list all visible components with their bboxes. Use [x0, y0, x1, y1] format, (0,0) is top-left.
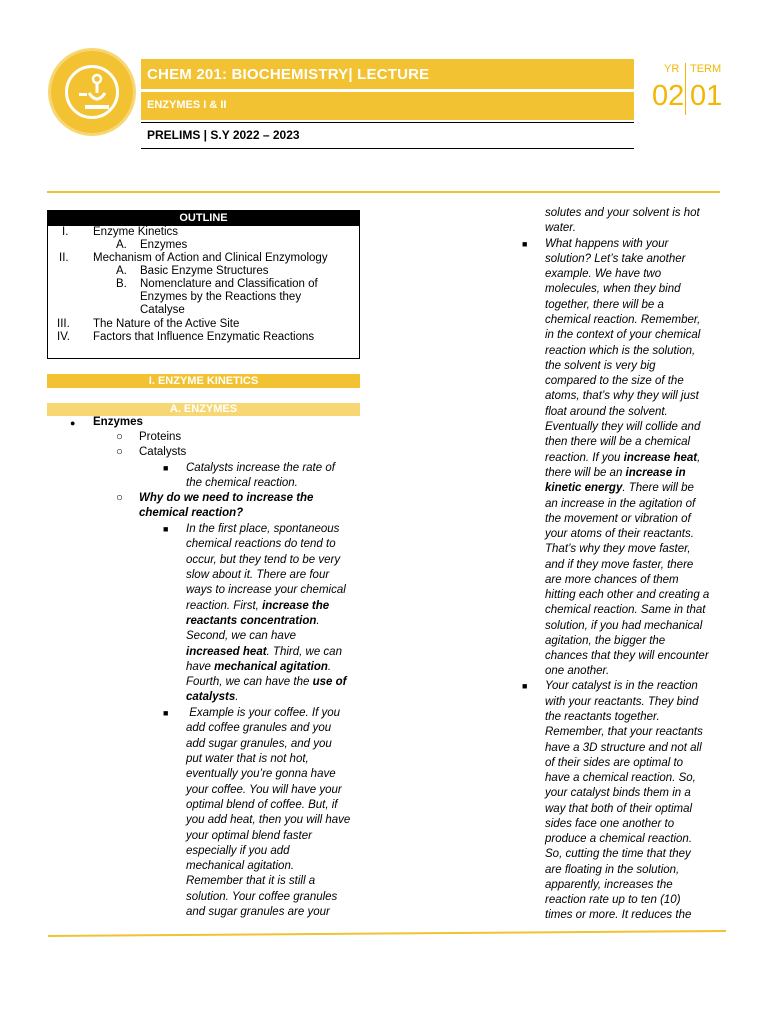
text-line — [186, 645, 342, 660]
text-line: you add heat, then you will have — [186, 814, 351, 826]
text-line: solutes and your solvent is hot — [545, 207, 700, 219]
text-line: agitation, the bigger the — [545, 635, 666, 647]
text-line: float around the solvent. — [545, 406, 668, 418]
enzymes-label: Enzymes — [93, 416, 143, 428]
outline-item: Catalyse — [140, 304, 185, 316]
text-line: then there will be a chemical — [545, 436, 691, 448]
text-line: sides face one another to — [545, 818, 675, 830]
outline-item: Factors that Influence Enzymatic Reactions — [93, 331, 315, 343]
text-line: Catalysts increase the rate of — [186, 462, 335, 474]
outline-num: I. — [62, 226, 69, 238]
text-span: reaction. First, — [186, 600, 263, 612]
year-label: YR — [664, 63, 680, 75]
outline-num: A. — [116, 265, 127, 277]
text-line: solution? Let’s take another — [545, 253, 686, 265]
outline-item: Nomenclature and Classification of — [140, 278, 318, 290]
text-line: Example is your coffee. If you — [186, 707, 341, 719]
top-gold-rule — [47, 191, 720, 193]
outline-item: Enzymes — [140, 239, 188, 251]
bullet-square: ■ — [163, 463, 169, 473]
text-line: Your catalyst is in the reaction — [545, 680, 698, 692]
bullet-circle: ○ — [116, 492, 123, 504]
outline-num: II. — [59, 252, 69, 264]
text-line: ways to increase your chemical — [186, 584, 346, 596]
course-logo — [48, 48, 136, 136]
text-line: reaction which is the solution, — [545, 345, 696, 357]
text-line — [545, 451, 700, 466]
text-line: times or more. It reduces the — [545, 909, 692, 921]
text-line: Remember, that your reactants — [545, 726, 703, 738]
text-line: example. We have two — [545, 268, 662, 280]
text-line: Eventually they will collide and — [545, 421, 701, 433]
text-line: your catalyst binds them in a — [545, 787, 691, 799]
text-line: add sugar granules, and you — [186, 738, 332, 750]
text-line: the solvent is very big — [545, 360, 656, 372]
list-item: Catalysts — [139, 446, 187, 458]
text-span: . There will be — [622, 482, 694, 494]
page-title: CHEM 201: BIOCHEMISTRY| LECTURE — [147, 66, 430, 83]
text-span-bold: reactants concentration — [186, 615, 317, 627]
term-value: 01 — [690, 80, 723, 112]
header-divider — [141, 122, 634, 123]
text-line: chemical reaction. Same in that — [545, 604, 706, 616]
outline-item: Mechanism of Action and Clinical Enzymology — [93, 252, 328, 264]
bullet-disc: ● — [70, 418, 76, 428]
text-line: have a 3D structure and not all — [545, 742, 702, 754]
bullet-square: ■ — [522, 239, 528, 249]
text-span: , — [697, 452, 701, 464]
outline-num: B. — [116, 278, 127, 290]
text-line — [545, 466, 686, 481]
text-line — [186, 675, 346, 690]
outline-item: Enzymes by the Reactions they — [140, 291, 302, 303]
text-line: the reactants together. — [545, 711, 660, 723]
text-line: What happens with your — [545, 238, 669, 250]
text-line: So, cutting the time that they — [545, 848, 691, 860]
text-line — [186, 599, 329, 614]
text-line — [186, 690, 238, 705]
text-line: molecules, when they bind — [545, 283, 681, 295]
bullet-square: ■ — [522, 681, 528, 691]
outline-num: A. — [116, 239, 127, 251]
text-span: . — [327, 661, 332, 673]
text-span-bold: increase heat — [623, 452, 698, 464]
text-line: are more chances of them — [545, 574, 679, 586]
header-divider-bottom — [141, 148, 634, 149]
text-line: Remember that it is still a — [186, 875, 316, 887]
text-line: your optimal blend faster — [186, 830, 312, 842]
text-line: occur, but they tend to be very — [186, 554, 341, 566]
outline-item: Enzyme Kinetics — [93, 226, 179, 238]
microscope-icon — [75, 71, 115, 115]
bullet-circle: ○ — [116, 431, 123, 443]
text-line: That’s why they move faster, — [545, 543, 691, 555]
text-line: eventually you’re gonna have — [186, 768, 336, 780]
text-line: in the context of your chemical — [545, 329, 701, 341]
section-heading: I. ENZYME KINETICS — [47, 374, 360, 388]
subsection-heading: A. ENZYMES — [47, 403, 360, 416]
text-span-bold: kinetic energy — [545, 482, 623, 494]
term-label: TERM — [690, 63, 722, 75]
text-line: mechanical agitation. — [186, 860, 295, 872]
bullet-circle: ○ — [116, 446, 123, 458]
text-line: of their sides are optimal to — [545, 757, 684, 769]
text-line: and if they move faster, there — [545, 559, 694, 571]
text-line: the movement or vibration of — [545, 513, 691, 525]
text-line — [186, 614, 320, 629]
text-line: produce a chemical reaction. — [545, 833, 693, 845]
text-line: chances that they will encounter — [545, 650, 709, 662]
bullet-square: ■ — [163, 524, 169, 534]
page-subtitle: ENZYMES I & II — [147, 99, 227, 111]
text-line: slow about it. There are four — [186, 569, 330, 581]
text-line: solution, if you had mechanical — [545, 620, 703, 632]
outline-item: The Nature of the Active Site — [93, 318, 240, 330]
text-line: apparently, increases the — [545, 879, 673, 891]
text-line: solution. Your coffee granules — [186, 891, 338, 903]
text-line: chemical reactions do tend to — [186, 538, 336, 550]
text-line: add coffee granules and you — [186, 722, 332, 734]
text-line: put water that is not hot, — [186, 753, 309, 765]
text-line — [186, 660, 331, 675]
question-line: Why do we need to increase the — [139, 492, 314, 504]
text-span-bold: increase in — [625, 467, 686, 479]
text-line: are floating in the solution, — [545, 864, 680, 876]
text-line: way that both of their optimal — [545, 803, 693, 815]
year-term-divider — [685, 63, 686, 115]
prelims-label: PRELIMS | S.Y 2022 – 2023 — [147, 128, 300, 142]
text-span-bold: mechanical agitation — [214, 661, 328, 673]
text-line: In the first place, spontaneous — [186, 523, 340, 535]
text-span: . Third, we can — [266, 646, 342, 658]
text-line: have a chemical reaction. So, — [545, 772, 696, 784]
bullet-square: ■ — [163, 708, 169, 718]
text-span-bold: catalysts — [186, 691, 236, 703]
question-line: chemical reaction? — [139, 507, 244, 519]
text-line: together, there will be a — [545, 299, 664, 311]
outline-item: Basic Enzyme Structures — [140, 265, 269, 277]
text-line: and sugar granules are your — [186, 906, 330, 918]
text-line: especially if you add — [186, 845, 290, 857]
text-span-bold: increased heat — [186, 646, 267, 658]
text-line: chemical reaction. Remember, — [545, 314, 701, 326]
text-span-bold: increase the — [262, 600, 330, 612]
list-item: Proteins — [139, 431, 182, 443]
text-line: optimal blend of coffee. But, if — [186, 799, 338, 811]
text-line — [545, 481, 694, 496]
outline-num: IV. — [57, 331, 71, 343]
text-line: your coffee. You will have your — [186, 784, 342, 796]
text-line: hitting each other and creating a — [545, 589, 710, 601]
text-line: compared to the size of the — [545, 375, 684, 387]
text-line: with your reactants. They bind — [545, 696, 699, 708]
text-span: Fourth, we can have the — [186, 676, 313, 688]
text-line: Second, we can have — [186, 630, 296, 642]
text-span: have — [186, 661, 215, 673]
text-line: atoms, that’s why they will just — [545, 390, 699, 402]
text-line: the chemical reaction. — [186, 477, 298, 489]
text-line: an increase in the agitation of — [545, 498, 696, 510]
year-value: 02 — [652, 80, 685, 112]
text-line: reaction rate up to ten (10) — [545, 894, 681, 906]
text-line: one another. — [545, 665, 610, 677]
text-span-bold: use of — [312, 676, 347, 688]
text-span: reaction. If you — [545, 452, 624, 464]
text-line: your atoms of their reactants. — [545, 528, 694, 540]
outline-num: III. — [57, 318, 70, 330]
text-span: . — [235, 691, 239, 703]
text-span: . — [316, 615, 320, 627]
outline-heading: OUTLINE — [48, 211, 359, 226]
text-line: water. — [545, 222, 576, 234]
bottom-gold-rule — [48, 928, 728, 940]
text-span: there will be an — [545, 467, 626, 479]
